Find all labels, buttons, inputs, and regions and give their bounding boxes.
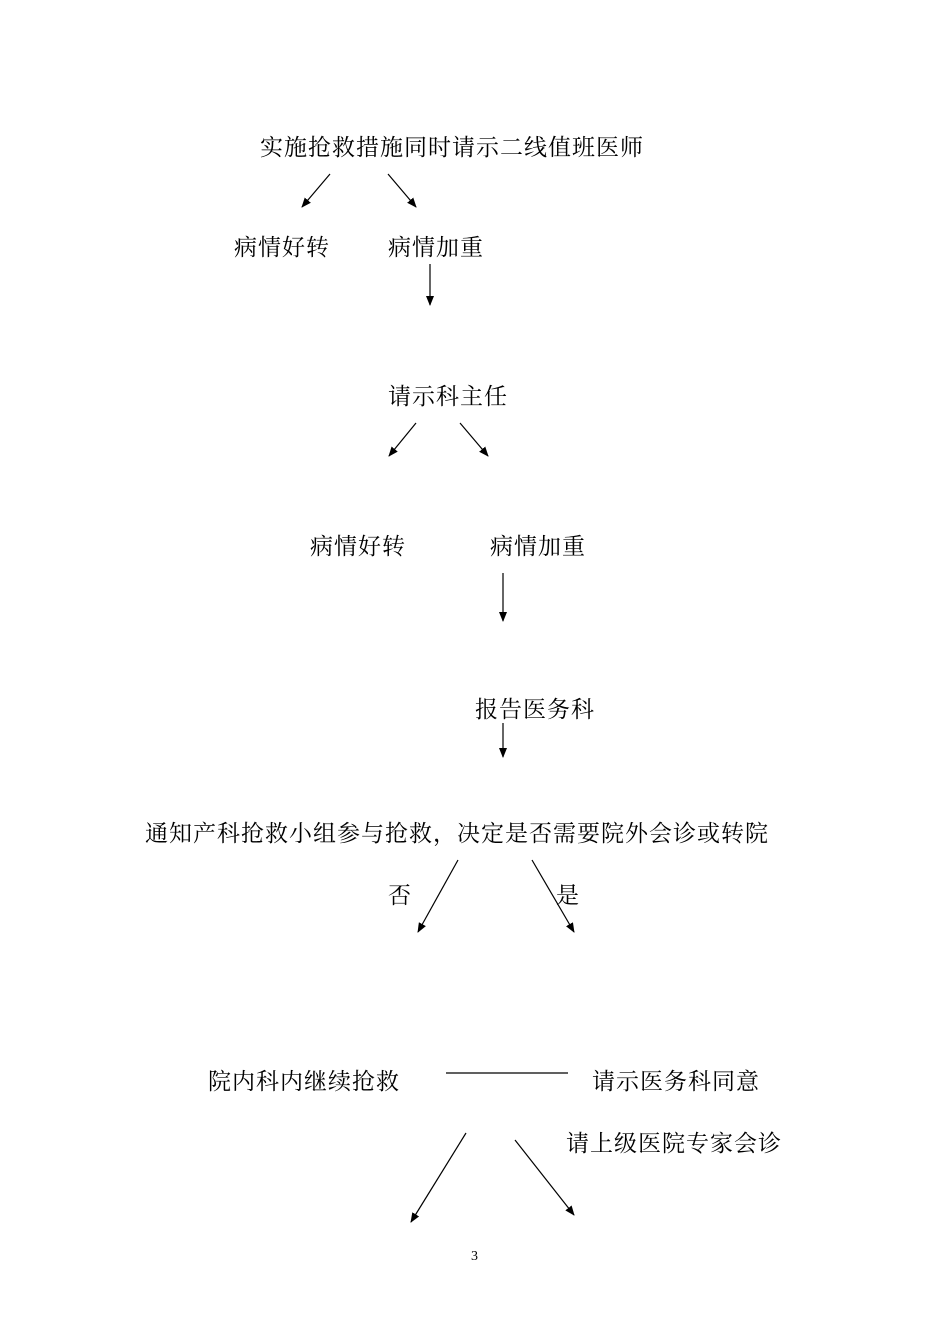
arrow-step1-to-worse [388,174,416,207]
arrow-step2-to-worse [460,423,488,456]
page-number: 3 [471,1249,478,1264]
node-step4: 通知产科抢救小组参与抢救，决定是否需要院外会诊或转院 [145,821,769,847]
arrow-step4-to-yes [532,860,574,932]
arrow-step4-to-no [418,860,458,932]
arrow-bottom-left [411,1133,466,1222]
node-internal: 院内科内继续抢救 [208,1069,400,1095]
node-step3: 报告医务科 [475,697,595,723]
branch-no-label: 否 [388,883,412,909]
node-step1: 实施抢救措施同时请示二线值班医师 [260,135,644,161]
node-request-approval: 请示医务科同意 [592,1069,760,1095]
arrow-step2-to-better [389,423,416,456]
node-step2-better: 病情好转 [310,534,406,560]
node-step2: 请示科主任 [388,384,508,410]
node-step1-worse: 病情加重 [388,235,484,261]
arrow-bottom-right [515,1140,574,1215]
arrow-step1-to-better [302,174,330,207]
branch-yes-label: 是 [556,883,580,909]
node-step1-better: 病情好转 [234,235,330,261]
node-step2-worse: 病情加重 [490,534,586,560]
node-expert-consult: 请上级医院专家会诊 [566,1131,782,1157]
